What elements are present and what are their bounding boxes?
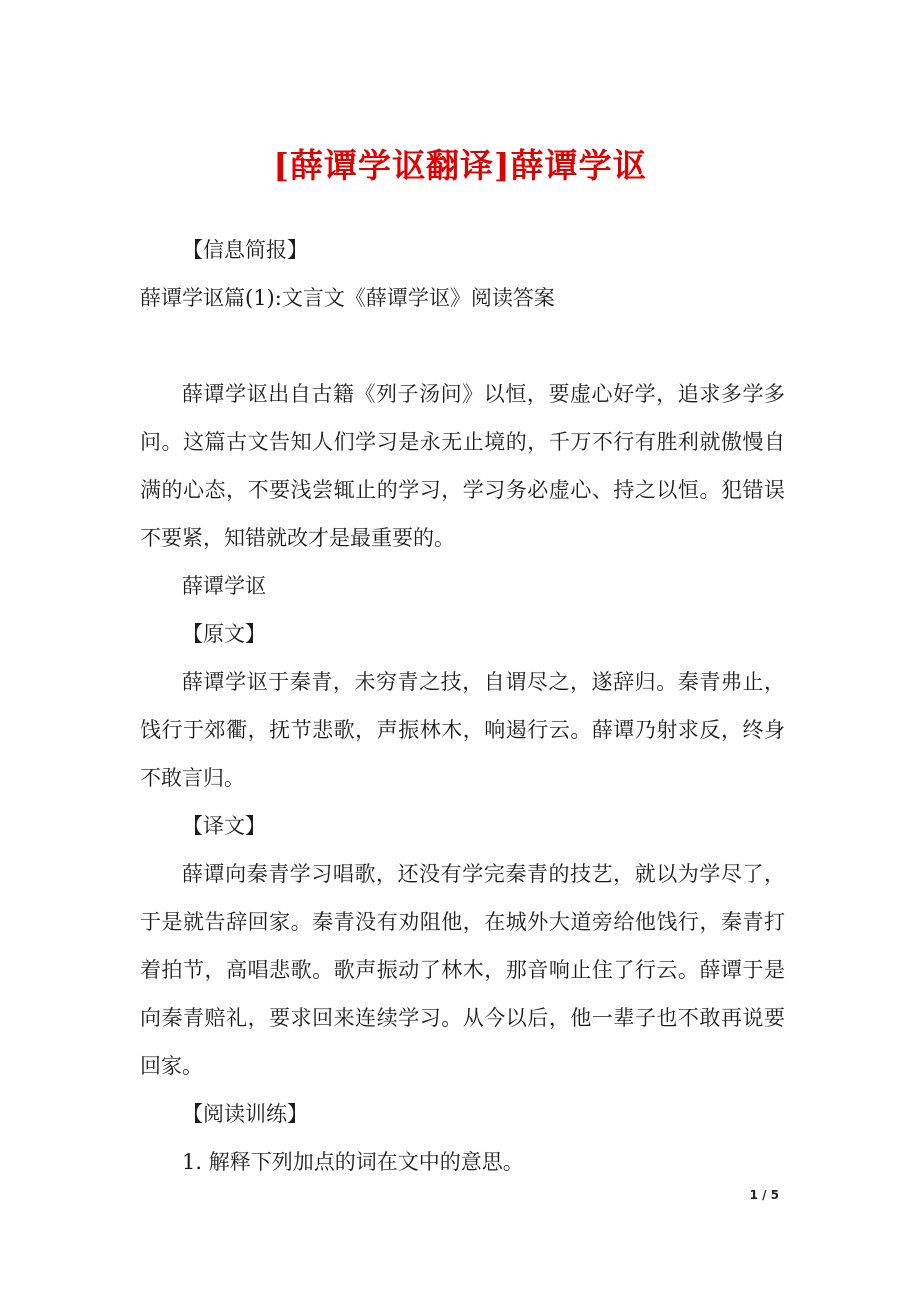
page-number: 1 / 5: [749, 1188, 779, 1202]
original-text: 薛谭学讴于秦青，未穷青之技，自谓尽之，遂辞归。秦青弗止，饯行于郊衢，抚节悲歌，声振林木，响遏行云。薛谭乃射求反，终身不敢言归。: [140, 670, 785, 790]
translation-text: 薛谭向秦青学习唱歌，还没有学完秦青的技艺，就以为学尽了，于是就告辞回家。秦青没有劝阻他，在城外大道旁给他饯行，秦青打着拍节，高唱悲歌。歌声振动了林木，那音响止住了行云。薛谭于是向秦青赔礼，要求回来连续学习。从今以后，他一辈子也不敢再说要回家。: [140, 862, 785, 1078]
paragraph-gap: [140, 322, 785, 370]
document-title: [薛谭学讴翻译]薛谭学讴: [273, 146, 647, 185]
original-heading: 【原文】: [182, 622, 266, 646]
document-body: [140, 226, 785, 1186]
exercise-heading: 【阅读训练】: [182, 1102, 308, 1126]
translation-heading: 【译文】: [182, 814, 266, 838]
question-1: 1. 解释下列加点的词在文中的意思。: [182, 1150, 524, 1174]
info-heading: 【信息简报】: [182, 238, 308, 262]
source-line: 薛谭学讴篇(1):文言文《薛谭学讴》阅读答案: [140, 286, 555, 310]
intro-paragraph: 薛谭学讴出自古籍《列子汤问》以恒，要虚心好学，追求多学多问。这篇古文告知人们学习是永无止境的，千万不行有胜利就傲慢自满的心态，不要浅尝辄止的学习，学习务必虚心、持之以恒。犯错误不要紧，知错就改才是最重要的。: [140, 382, 785, 550]
story-title: 薛谭学讴: [182, 574, 266, 598]
